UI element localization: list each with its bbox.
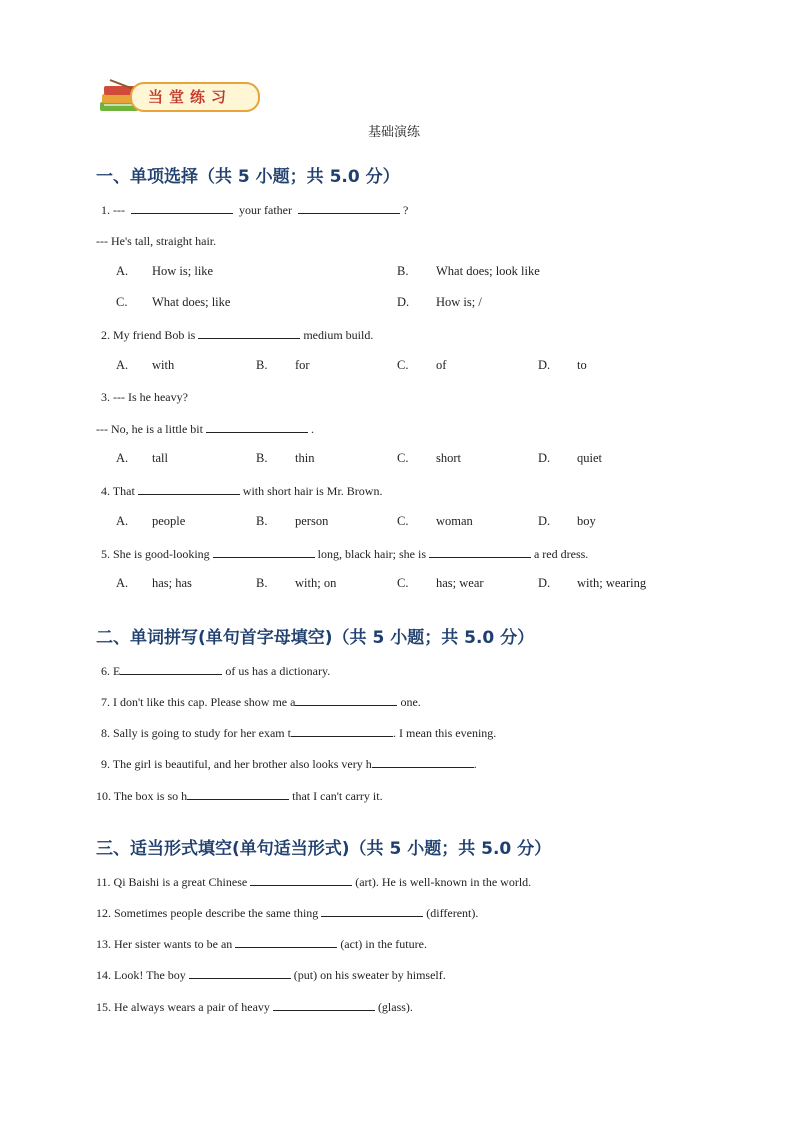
option-text[interactable]: What does; like xyxy=(152,295,231,309)
option-text[interactable]: to xyxy=(577,358,587,372)
option-text[interactable]: of xyxy=(436,358,447,372)
option-text[interactable]: with; wearing xyxy=(577,576,647,590)
option-label: B. xyxy=(256,576,268,590)
option-label: A. xyxy=(116,576,129,590)
answer-blank[interactable] xyxy=(131,202,233,214)
answer-blank[interactable] xyxy=(321,905,423,917)
q1-number: 1. --- xyxy=(101,203,125,217)
question-5: 5. She is good-looking long, black hair; she is a red dress. xyxy=(101,547,589,561)
option-label: C. xyxy=(397,358,409,372)
question-14: 14. Look! The boy (put) on his sweater by himself. xyxy=(96,968,446,982)
answer-blank[interactable] xyxy=(206,421,308,433)
option-text[interactable]: has; has xyxy=(152,576,192,590)
option-text[interactable]: boy xyxy=(577,514,596,528)
answer-blank[interactable] xyxy=(198,327,300,339)
question-6: 6. E of us has a dictionary. xyxy=(101,664,331,678)
section-title-2: 二、单词拼写(单句首字母填空)（共 5 小题；共 5.0 分） xyxy=(96,628,535,648)
answer-blank[interactable] xyxy=(298,202,400,214)
question-4: 4. That with short hair is Mr. Brown. xyxy=(101,484,383,498)
answer-blank[interactable] xyxy=(291,725,393,737)
question-8: 8. Sally is going to study for her exam t . I mean this evening. xyxy=(101,726,497,740)
question-2: 2. My friend Bob is medium build. xyxy=(101,328,374,342)
question-13: 13. Her sister wants to be an (act) in the future. xyxy=(96,937,427,951)
option-text[interactable]: has; wear xyxy=(436,576,484,590)
option-text[interactable]: person xyxy=(295,514,329,528)
option-text[interactable]: quiet xyxy=(577,451,602,465)
q1-line2: --- He's tall, straight hair. xyxy=(96,234,217,248)
question-9: 9. The girl is beautiful, and her brother also looks very h . xyxy=(101,757,477,771)
q3-line2: --- No, he is a little bit . xyxy=(96,422,314,436)
option-text[interactable]: What does; look like xyxy=(436,264,540,278)
option-label: D. xyxy=(538,514,551,528)
answer-blank[interactable] xyxy=(235,936,337,948)
section-title-3: 三、适当形式填空(单句适当形式)（共 5 小题；共 5.0 分） xyxy=(96,839,552,859)
option-label: D. xyxy=(538,358,551,372)
option-text[interactable]: people xyxy=(152,514,186,528)
question-1: 1. --- your father ? xyxy=(101,203,409,217)
option-label: C. xyxy=(397,576,409,590)
option-text[interactable]: with xyxy=(152,358,175,372)
option-label: A. xyxy=(116,264,129,278)
answer-blank[interactable] xyxy=(429,546,531,558)
answer-blank[interactable] xyxy=(295,694,397,706)
banner-label: 当堂练习 xyxy=(148,88,233,106)
option-label: D. xyxy=(538,451,551,465)
option-text[interactable]: tall xyxy=(152,451,168,465)
practice-banner xyxy=(96,76,260,114)
question-7: 7. I don't like this cap. Please show me a one. xyxy=(101,695,421,709)
question-11: 11. Qi Baishi is a great Chinese (art). He is well-known in the world. xyxy=(96,875,532,889)
option-label: B. xyxy=(256,514,268,528)
option-label: A. xyxy=(116,358,129,372)
option-label: A. xyxy=(116,451,129,465)
option-label: B. xyxy=(256,451,268,465)
option-text[interactable]: with; on xyxy=(295,576,337,590)
option-text[interactable]: How is; / xyxy=(436,295,482,309)
option-label: B. xyxy=(397,264,409,278)
answer-blank[interactable] xyxy=(138,483,240,495)
option-label: D. xyxy=(397,295,410,309)
option-text[interactable]: for xyxy=(295,358,310,372)
option-text[interactable]: How is; like xyxy=(152,264,214,278)
option-label: C. xyxy=(116,295,128,309)
option-text[interactable]: woman xyxy=(436,514,473,528)
answer-blank[interactable] xyxy=(213,546,315,558)
option-label: A. xyxy=(116,514,129,528)
option-text[interactable]: thin xyxy=(295,451,315,465)
answer-blank[interactable] xyxy=(273,999,375,1011)
section-title-1: 一、单项选择（共 5 小题；共 5.0 分） xyxy=(96,167,400,187)
option-text[interactable]: short xyxy=(436,451,461,465)
answer-blank[interactable] xyxy=(372,756,474,768)
answer-blank[interactable] xyxy=(120,663,222,675)
answer-blank[interactable] xyxy=(187,788,289,800)
option-label: D. xyxy=(538,576,551,590)
option-label: C. xyxy=(397,451,409,465)
answer-blank[interactable] xyxy=(250,874,352,886)
question-12: 12. Sometimes people describe the same thing (different). xyxy=(96,906,479,920)
answer-blank[interactable] xyxy=(189,967,291,979)
question-3: 3. --- Is he heavy? xyxy=(101,390,188,404)
question-10: 10. The box is so h that I can't carry it. xyxy=(96,789,383,803)
question-15: 15. He always wears a pair of heavy (glass). xyxy=(96,1000,413,1014)
option-label: C. xyxy=(397,514,409,528)
subtitle: 基础演练 xyxy=(368,125,421,140)
option-label: B. xyxy=(256,358,268,372)
